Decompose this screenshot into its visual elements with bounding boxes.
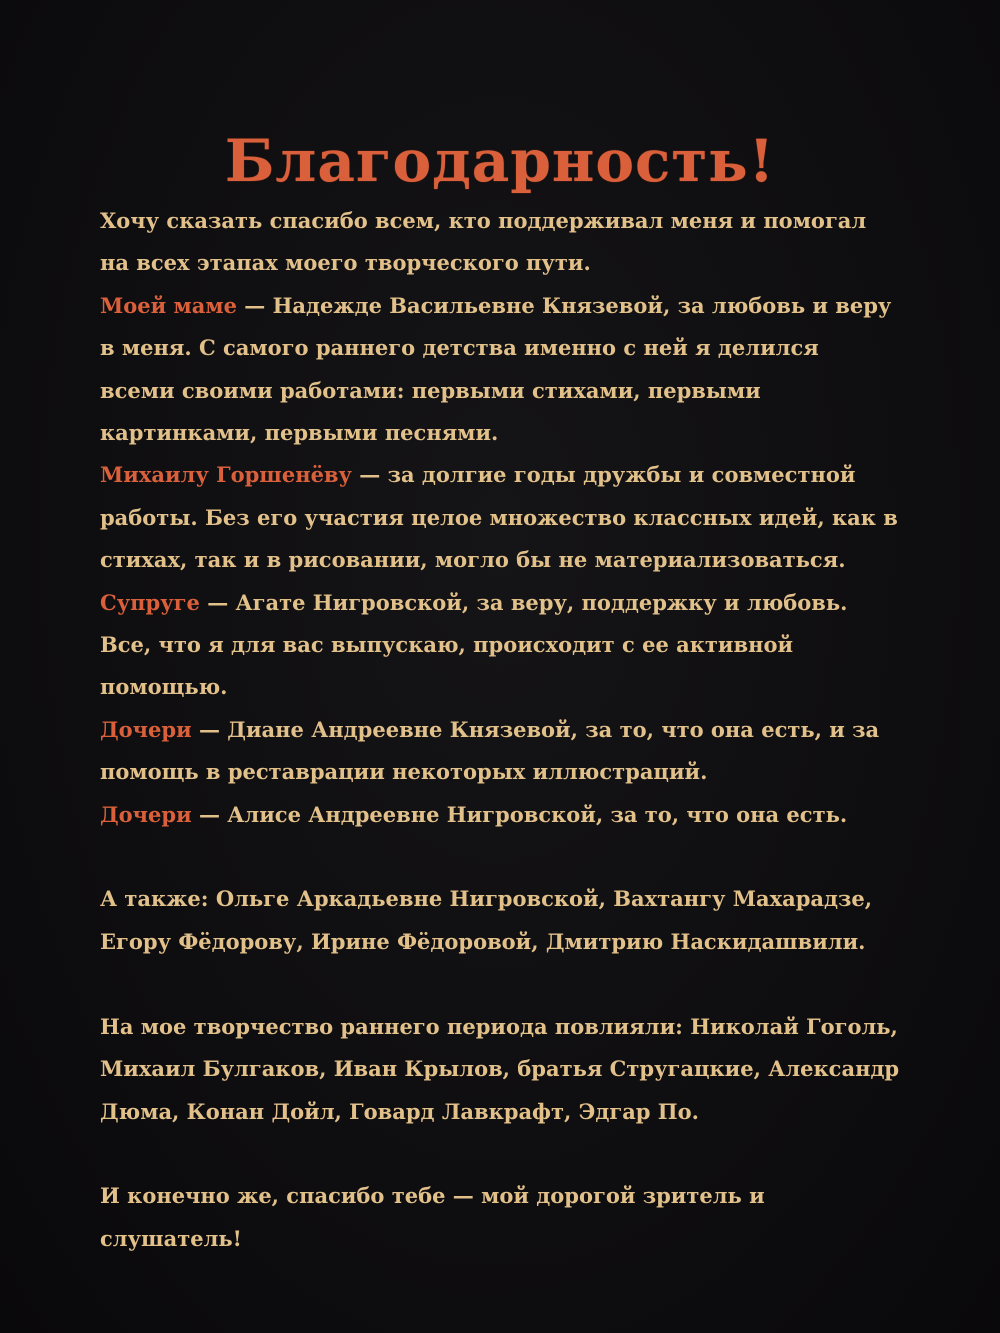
dedication-name: Моей маме <box>100 292 237 318</box>
page-title: Благодарность! <box>224 126 776 195</box>
intro-paragraph: Хочу сказать спасибо всем, кто поддерживал меня и помогал на всех этапах моего творческого пути. <box>100 208 867 276</box>
dedication-friend <box>100 454 900 581</box>
influences-paragraph: На мое творчество раннего периода повлияли: Николай Гоголь, Михаил Булгаков, Иван Крылов, братья Стругацкие, Александр Дюма, Конан Дойл, Говард Лавкрафт, Эдгар По. <box>100 1013 900 1124</box>
dedication-text: — Алисе Андреевне Нигровской, за то, что она есть. <box>191 801 848 827</box>
dedication-daughter-1 <box>100 709 900 794</box>
dedication-name: Дочери <box>100 801 192 827</box>
closing-paragraph: И конечно же, спасибо тебе — мой дорогой зритель и слушатель! <box>100 1183 765 1251</box>
dedication-name: Супруге <box>100 589 200 615</box>
dedication-name: Дочери <box>100 716 192 742</box>
dedication-text: — за долгие годы дружбы и совместной работы. Без его участия целое множество классных идей, как в стихах, так и в рисовании, могло бы не материализоваться. <box>100 462 898 573</box>
dedication-text: — Агате Нигровской, за веру, поддержку и любовь. Все, что я для вас выпускаю, происходит с ее активной помощью. <box>100 589 848 700</box>
acknowledgements-body <box>100 200 900 1260</box>
also-thanks-paragraph: А также: Ольге Аркадьевне Нигровской, Вахтангу Махарадзе, Егору Фёдорову, Ирине Фёдоровой, Дмитрию Наскидашвили. <box>100 886 873 954</box>
dedication-text: — Надежде Васильевне Князевой, за любовь и веру в меня. С самого раннего детства именно с ней я делился всеми своими работами: первыми стихами, первыми картинками, первыми песнями. <box>100 292 892 446</box>
dedication-name: Михаилу Горшенёву <box>100 462 352 488</box>
dedication-mother <box>100 285 900 455</box>
dedication-daughter-2 <box>100 794 900 836</box>
dedication-text: — Диане Андреевне Князевой, за то, что она есть, и за помощь в реставрации некоторых иллюстраций. <box>100 716 880 785</box>
dedication-spouse <box>100 582 900 709</box>
